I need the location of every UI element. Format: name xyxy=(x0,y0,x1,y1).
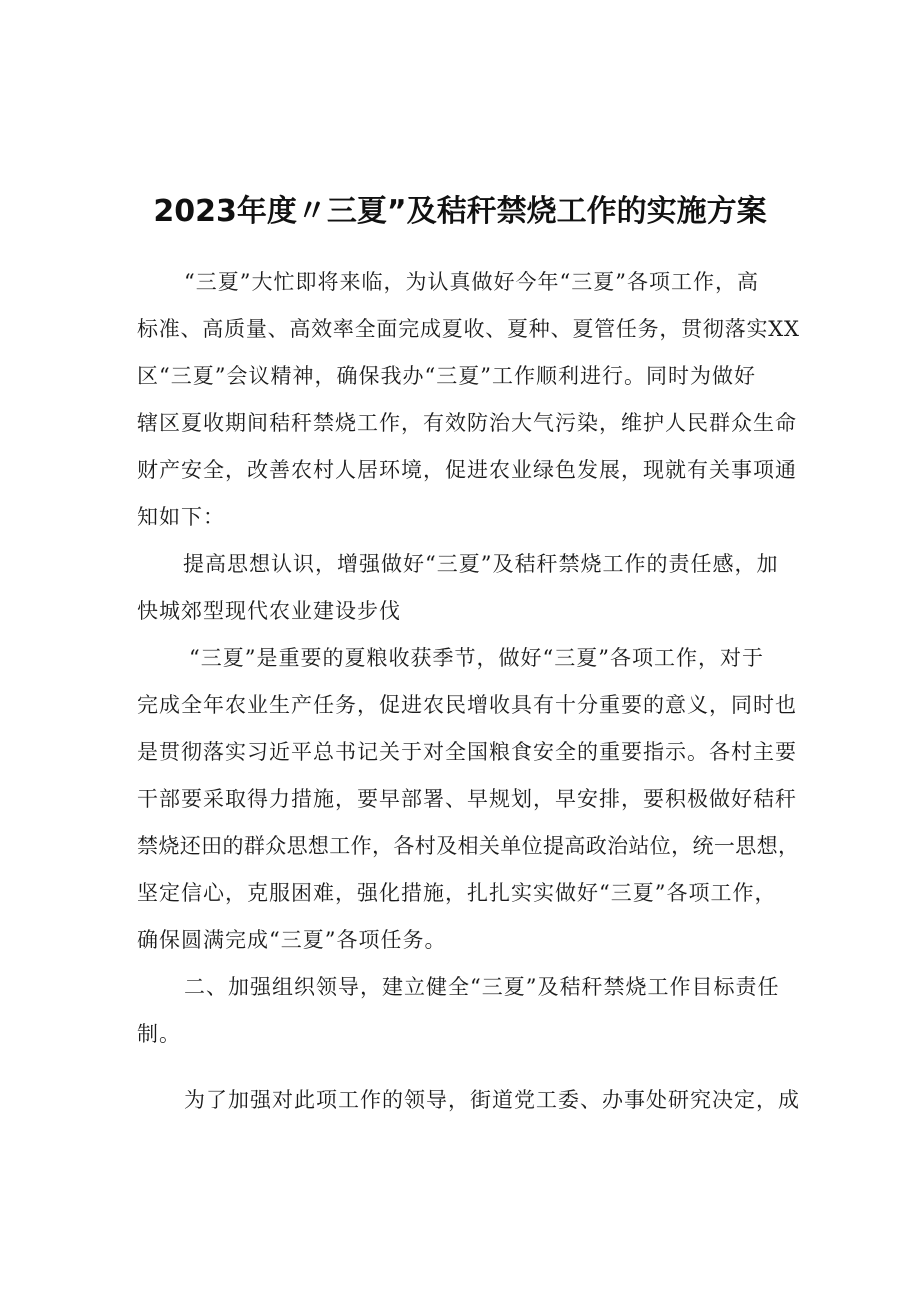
section-heading-line: 二、加强组织领导，建立健全“三夏”及秸秆禁烧工作目标责任 xyxy=(184,975,780,999)
body-text-line: 标准、高质量、高效率全面完成夏收、夏种、夏管任务，贯彻落实XX xyxy=(137,317,800,341)
body-text-line: “三夏”大忙即将来临，为认真做好今年“三夏”各项工作，高 xyxy=(184,270,759,294)
body-text-line: 为了加强对此项工作的领导，街道党工委、办事处研究决定，成 xyxy=(184,1088,800,1112)
body-text-line: 辖区夏收期间秸秆禁烧工作，有效防治大气污染，维护人民群众生命 xyxy=(137,411,797,435)
body-text-line: 干部要采取得力措施，要早部署、早规划，早安排，要积极做好秸秆 xyxy=(137,787,797,811)
page-title: 2023年度〃三夏”及秸秆禁烧工作的实施方案 xyxy=(153,194,767,230)
body-text-line: 完成全年农业生产任务，促进农民增收具有十分重要的意义，同时也 xyxy=(137,693,797,717)
body-text-line: 是贯彻落实习近平总书记关于对全国粮食安全的重要指示。各村主要 xyxy=(137,740,797,764)
body-text-line: 知如下： xyxy=(137,505,225,529)
body-text-line: 财产安全，改善农村人居环境，促进农业绿色发展，现就有关事项通 xyxy=(137,458,797,482)
body-text-line: 区“三夏”会议精神，确保我办“三夏”工作顺利进行。同时为做好 xyxy=(137,364,756,388)
section-heading-line: 提高思想认识，增强做好“三夏”及秸秆禁烧工作的责任感，加 xyxy=(183,552,779,576)
section-heading-line: 制。 xyxy=(137,1022,181,1046)
body-text-line: “三夏”是重要的夏粮收获季节，做好“三夏”各项工作，对于 xyxy=(189,646,764,670)
body-text-line: 禁烧还田的群众思想工作，各村及相关单位提高政治站位，统一思想， xyxy=(137,834,800,858)
section-heading-line: 快城郊型现代农业建设步伐 xyxy=(137,599,401,623)
body-text-line: 确保圆满完成“三夏”各项任务。 xyxy=(137,928,447,952)
body-text-line: 坚定信心，克服困难，强化措施，扎扎实实做好“三夏”各项工作， xyxy=(137,881,777,905)
